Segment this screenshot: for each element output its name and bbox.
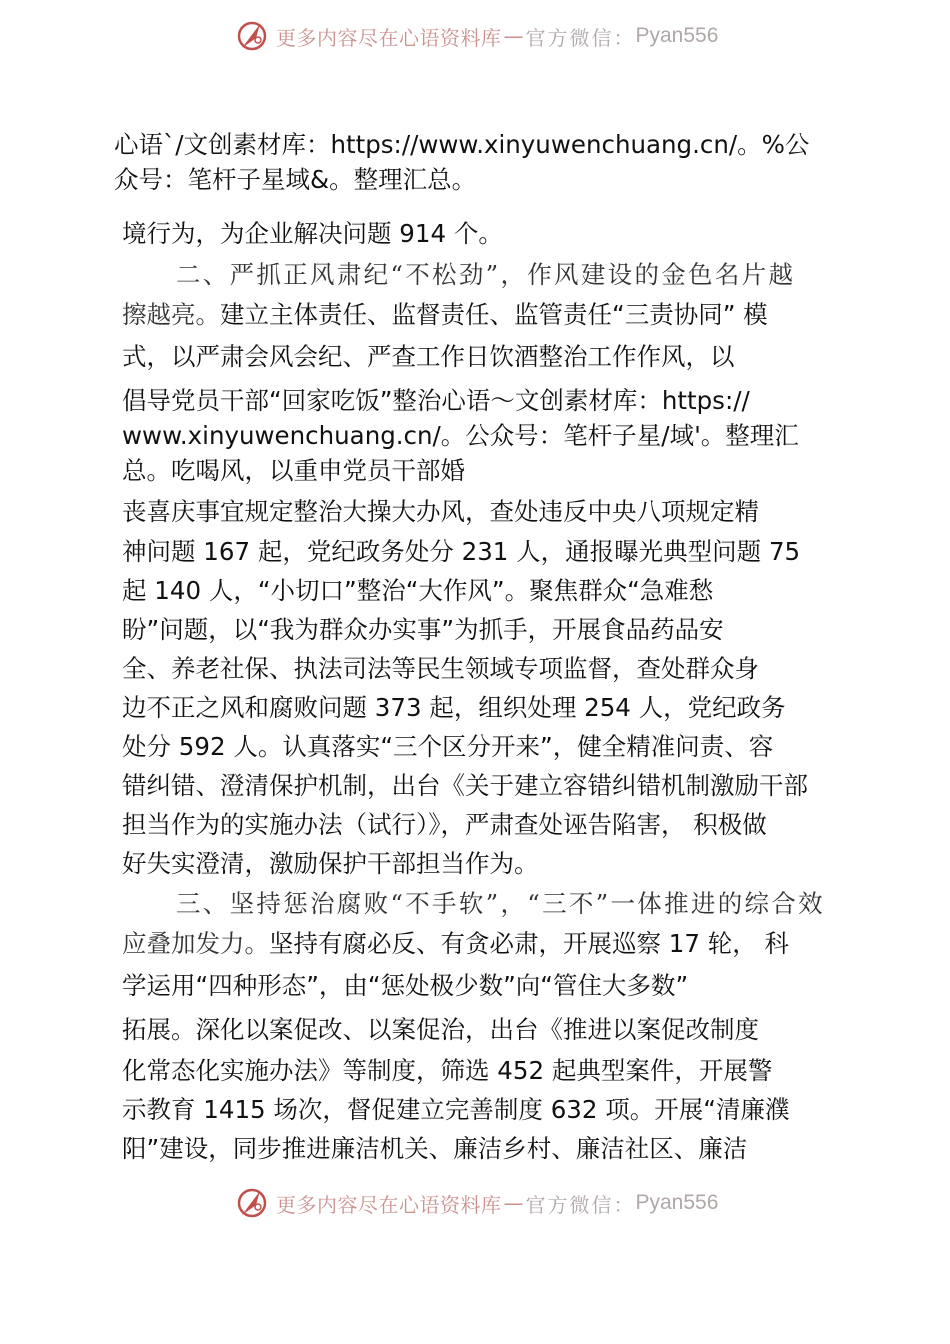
text-line: 全、养老社保、执法司法等民生领域专项监督，查处群众身 <box>122 654 759 683</box>
text-line: 担当作为的实施办法（试行）》，严肃查处诬告陷害， 积极做 <box>122 810 767 839</box>
quill-logo-icon <box>234 1185 270 1221</box>
text-line-rest: 建立主体责任、监督责任、监管责任“三责协同” 模 <box>220 300 768 329</box>
text-line <box>122 297 768 333</box>
watermark-wechat-label: 官方微信： <box>525 25 636 50</box>
text-line: 化常态化实施办法》等制度，筛选 452 起典型案件，开展警 <box>122 1056 773 1085</box>
text-line: 境行为，为企业解决问题 914 个。 <box>122 219 503 248</box>
text-line: 二、严抓正风肃纪“不松劲”，作风建设的金色名片越 <box>176 260 796 289</box>
text-line: 式，以严肃会风会纪、严查工作日饮酒整治工作作风，以 <box>122 342 735 371</box>
text-line: 好失实澄清，激励保护干部担当作为。 <box>122 849 539 878</box>
watermark-separator: — <box>503 1191 524 1215</box>
text-line: 倡导党员干部“回家吃饭”整治心语～文创素材库：https:// <box>122 386 750 415</box>
text-line: 处分 592 人。认真落实“三个区分开来”，健全精准问责、容 <box>122 732 774 761</box>
serif-prefix: 应叠加发力。 <box>122 929 269 958</box>
text-line: 神问题 167 起，党纪政务处分 231 人，通报曝光典型问题 75 <box>122 537 801 566</box>
watermark-wechat-label: 官方微信： <box>525 1192 636 1217</box>
text-line: 心语`/文创素材库：https://www.xinyuwenchuang.cn/。%公 <box>114 130 810 159</box>
text-line: www.xinyuwenchuang.cn/。公众号：笔杆子星/域'。整理汇 <box>122 421 799 450</box>
text-line-rest: 坚持有腐必反、有贪必肃，开展巡察 17 轮， 科 <box>269 929 790 958</box>
header-watermark <box>234 18 718 54</box>
text-line: 边不正之风和腐败问题 373 起，组织处理 254 人，党纪政务 <box>122 693 786 722</box>
text-line: 起 140 人，“小切口”整治“大作风”。聚焦群众“急难愁 <box>122 576 714 605</box>
text-line: 丧喜庆事宜规定整治大操大办风，查处违反中央八项规定精 <box>122 497 759 526</box>
text-line: 拓展。深化以案促改、以案促治，出台《推进以案促改制度 <box>122 1015 759 1044</box>
text-line: 总。吃喝风，以重申党员干部婚 <box>122 456 465 485</box>
quill-logo-icon <box>234 18 270 54</box>
text-line: 阳”建设，同步推进廉洁机关、廉洁乡村、廉洁社区、廉洁 <box>122 1134 748 1163</box>
watermark-title: 更多内容尽在心语资料库 <box>276 1192 502 1217</box>
watermark-separator: — <box>503 24 524 48</box>
text-line: 三、坚持惩治腐败“不手软”，“三不”一体推进的综合效 <box>176 889 825 918</box>
watermark-wechat-id: Pyan556 <box>635 24 719 47</box>
watermark-wechat-id: Pyan556 <box>635 1191 719 1214</box>
footer-watermark <box>234 1185 718 1221</box>
text-line: 众号：笔杆子星域&。整理汇总。 <box>114 165 477 194</box>
text-line: 学运用“四种形态”，由“惩处极少数”向“管住大多数” <box>122 971 689 1000</box>
text-line: 错纠错、澄清保护机制，出台《关于建立容错纠错机制激励干部 <box>122 771 808 800</box>
watermark-title: 更多内容尽在心语资料库 <box>276 25 502 50</box>
text-line <box>122 926 789 962</box>
text-line: 盼”问题，以“我为群众办实事”为抓手，开展食品药品安 <box>122 615 724 644</box>
text-line: 示教育 1415 场次，督促建立完善制度 632 项。开展“清廉濮 <box>122 1095 790 1124</box>
serif-prefix: 擦越亮。 <box>122 300 220 329</box>
